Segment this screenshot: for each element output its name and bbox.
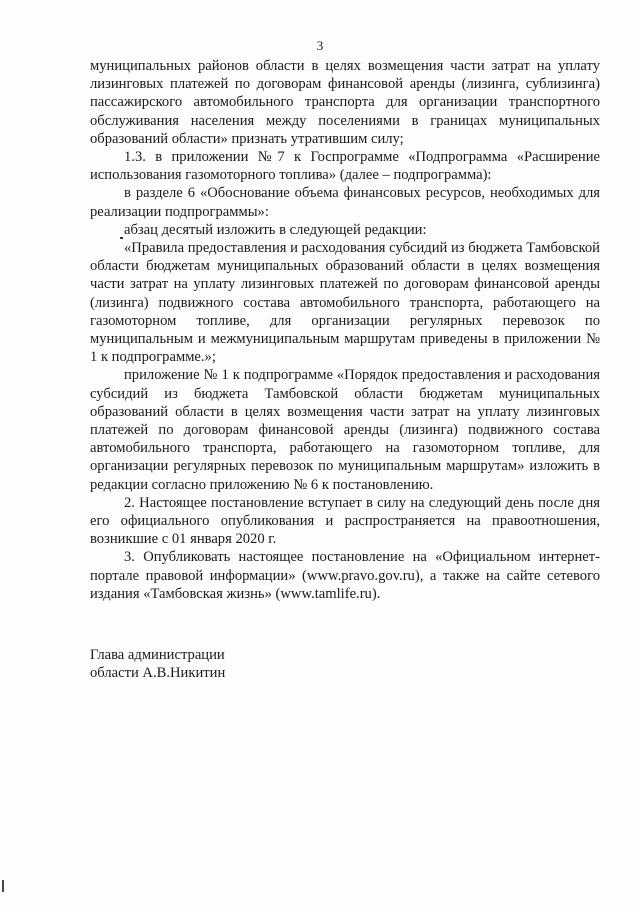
paragraph-item-2: 2. Настоящее постановление вступает в силу на следующий день после дня его официального опубликования и распространяется на правоотношения, возникшие с 01 января 2020 г. (90, 494, 600, 548)
paragraph-item-1-3: 1.3. в приложении №7 к Госпрограмме «Подпрограмма «Расширение использования газомоторного топлива» (далее – подпрограмма): (90, 149, 600, 184)
paragraph-tenth-abzac: абзац десятый изложить в следующей редакции: (124, 221, 427, 238)
page-number: 3 (316, 38, 324, 53)
scan-edge-mark (2, 880, 4, 892)
paragraph-section-6: в разделе 6 «Обоснование объема финансовых ресурсов, необходимых для реализации подпрограммы»: (90, 185, 600, 220)
paragraph-repeal-clause: муниципальных районов области в целях возмещения части затрат на уплату лизинговых платежей по договорам финансовой аренды (лизинга, сублизинга) пассажирского автомобильного транспорта для организации транспортного обслуживания населения между поселениями в границах муниципальных образований области» признать утратившим силу; (90, 58, 600, 147)
signature-name: области А.В.Никитин (90, 665, 226, 681)
paragraph-appendix-1: приложение № 1 к подпрограмме «Порядок предоставления и расходования субсидий из бюджета Тамбовской области бюджетам муниципальных образований области в целях возмещения части затрат на уплату лизинговых платежей по договорам финансовой аренды (лизинга) подвижного состава автомобильного транспорта, работающего на газомоторном топливе, для организации регулярных перевозок по муниципальным маршрутам» изложить в редакции согласно приложению № 6 к постановлению. (90, 367, 600, 493)
signature-title: Глава администрации (90, 647, 225, 663)
document-body (90, 57, 600, 603)
paragraph-item-3: 3. Опубликовать настоящее постановление на «Официальном интернет-портале правовой информации» (www.pravo.gov.ru), а также на сайте сетевого издания «Тамбовская жизнь» (www.tamlife.ru). (90, 549, 600, 602)
signature-block (90, 646, 225, 682)
paragraph-quoted-rules: «Правила предоставления и расходования субсидий из бюджета Тамбовской области бюджетам муниципальных образований области в целях возмещения части затрат на уплату лизинговых платежей по договорам финансовой аренды (лизинга) подвижного состава автомобильного транспорта, работающего на газомоторном топливе, для организации регулярных перевозок по муниципальным и межмуниципальным маршрутам приведены в приложении № 1 к подпрограмме.»; (90, 240, 600, 366)
scan-speck (120, 237, 123, 239)
